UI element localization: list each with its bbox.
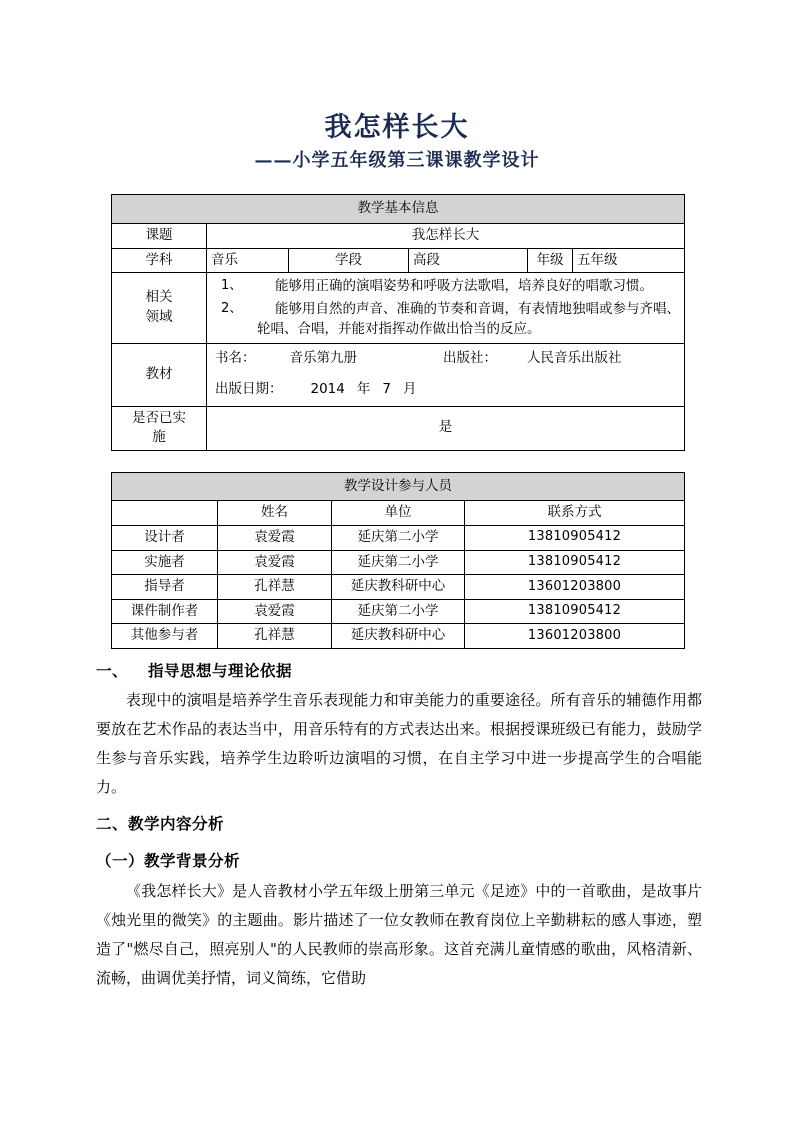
section-heading-1 (96, 657, 702, 686)
grade-label: 年级 (528, 248, 573, 273)
publisher-label: 出版社： (443, 349, 497, 366)
publish-month: 7 (382, 381, 391, 398)
section-1-title: 指导思想与理论依据 (148, 661, 293, 680)
book-name-label: 书名： (215, 349, 256, 366)
participant-role: 其他参与者 (112, 624, 218, 649)
table-row (112, 550, 685, 575)
implemented-label (112, 406, 207, 450)
participant-unit: 延庆第二小学 (332, 599, 465, 624)
participant-name: 孔祥慧 (218, 624, 332, 649)
participant-role: 设计者 (112, 526, 218, 551)
related-fields-label (112, 273, 207, 344)
publish-month-unit: 月 (402, 381, 417, 398)
section-heading-3: （一）教学背景分析 (96, 852, 241, 871)
related-item-2-number: 2、 (221, 300, 243, 316)
table-row (112, 526, 685, 551)
participant-role: 课件制作者 (112, 599, 218, 624)
participant-contact: 13810905412 (465, 526, 685, 551)
participant-unit: 延庆第二小学 (332, 526, 465, 551)
table-row (112, 273, 685, 344)
implemented-label-line-2: 施 (152, 429, 166, 446)
topic-label: 课题 (112, 224, 207, 249)
publisher-value: 人民音乐出版社 (527, 349, 622, 366)
related-item-2-text: 能够用自然的声音、准确的节奏和音调，有表情地独唱或参与齐唱、轮唱、合唱，并能对指挥动作做出恰当的反应。 (257, 300, 680, 338)
related-fields-value (207, 273, 685, 344)
topic-value: 我怎样长大 (207, 224, 685, 249)
participant-contact: 13601203800 (465, 624, 685, 649)
book-name-line (211, 346, 680, 371)
related-list (211, 275, 680, 341)
table-header-row (112, 501, 685, 526)
document-body (0, 657, 794, 993)
participant-unit: 延庆教科研中心 (332, 575, 465, 600)
table-row (112, 195, 685, 224)
participant-role: 指导者 (112, 575, 218, 600)
section-1-number: 一、 (96, 661, 129, 680)
list-item (211, 298, 680, 341)
publish-year-unit: 年 (356, 381, 371, 398)
list-item (211, 275, 680, 298)
textbook-label: 教材 (112, 343, 207, 406)
implemented-value: 是 (207, 406, 685, 450)
publish-date-line (211, 370, 680, 404)
participants-header: 教学设计参与人员 (112, 472, 685, 501)
page-subtitle: ——小学五年级第三课课教学设计 (254, 150, 540, 172)
table-row (112, 248, 685, 273)
col-header-name: 姓名 (218, 501, 332, 526)
publish-year: 2014 (310, 381, 345, 398)
implemented-label-line-1: 是否已实 (132, 409, 186, 426)
publish-date-label: 出版日期： (215, 381, 283, 398)
participant-name: 袁爱霞 (218, 526, 332, 551)
stage-value: 高段 (409, 248, 528, 273)
table-row (112, 472, 685, 501)
col-header-role (112, 501, 218, 526)
section-1-paragraph: 表现中的演唱是培养学生音乐表现能力和审美能力的重要途径。所有音乐的辅德作用都要放在艺术作品的表达当中，用音乐特有的方式表达出来。根据授课班级已有能力，鼓励学生参与音乐实践，培养学生边聆听边演唱的习惯，在自主学习中进一步提高学生的合唱能力。 (96, 691, 702, 797)
page-title: 我怎样长大 (324, 112, 470, 143)
participant-contact: 13601203800 (465, 575, 685, 600)
table-row (112, 599, 685, 624)
participant-unit: 延庆第二小学 (332, 550, 465, 575)
participants-table-wrapper (0, 472, 794, 649)
participant-name: 袁爱霞 (218, 599, 332, 624)
participant-name: 孔祥慧 (218, 575, 332, 600)
section-heading-2: 二、教学内容分析 (96, 815, 225, 834)
table-row (112, 406, 685, 450)
participant-contact: 13810905412 (465, 550, 685, 575)
book-name-value: 音乐第九册 (289, 349, 357, 366)
participant-contact: 13810905412 (465, 599, 685, 624)
participants-table (111, 472, 685, 649)
basic-info-table-wrapper (0, 194, 794, 450)
table-row (112, 575, 685, 600)
participant-unit: 延庆教科研中心 (332, 624, 465, 649)
table-row (112, 224, 685, 249)
participant-role: 实施者 (112, 550, 218, 575)
grade-value: 五年级 (573, 248, 685, 273)
table-row (112, 343, 685, 406)
textbook-value (207, 343, 685, 406)
participant-name: 袁爱霞 (218, 550, 332, 575)
section-3-paragraph: 《我怎样长大》是人音教材小学五年级上册第三单元《足迹》中的一首歌曲，是故事片《烛光里的微笑》的主题曲。影片描述了一位女教师在教育岗位上辛勤耕耘的感人事迹，塑造了"燃尽自己，照亮别人"的人民教师的崇高形象。这首充满儿童情感的歌曲，风格清新、流畅，曲调优美抒情，词义简练，它借助 (96, 881, 702, 987)
related-label-line-2: 领域 (145, 308, 173, 325)
basic-info-header: 教学基本信息 (112, 195, 685, 224)
related-item-1-number: 1、 (221, 278, 243, 294)
subject-label: 学科 (112, 248, 207, 273)
related-item-1-text: 能够用正确的演唱姿势和呼吸方法歌唱，培养良好的唱歌习惯。 (275, 278, 653, 295)
table-row (112, 624, 685, 649)
basic-info-table (111, 194, 685, 450)
col-header-unit: 单位 (332, 501, 465, 526)
subject-value: 音乐 (207, 248, 289, 273)
stage-label: 学段 (289, 248, 409, 273)
col-header-contact: 联系方式 (465, 501, 685, 526)
title-block (0, 0, 794, 172)
related-label-line-1: 相关 (145, 289, 173, 306)
